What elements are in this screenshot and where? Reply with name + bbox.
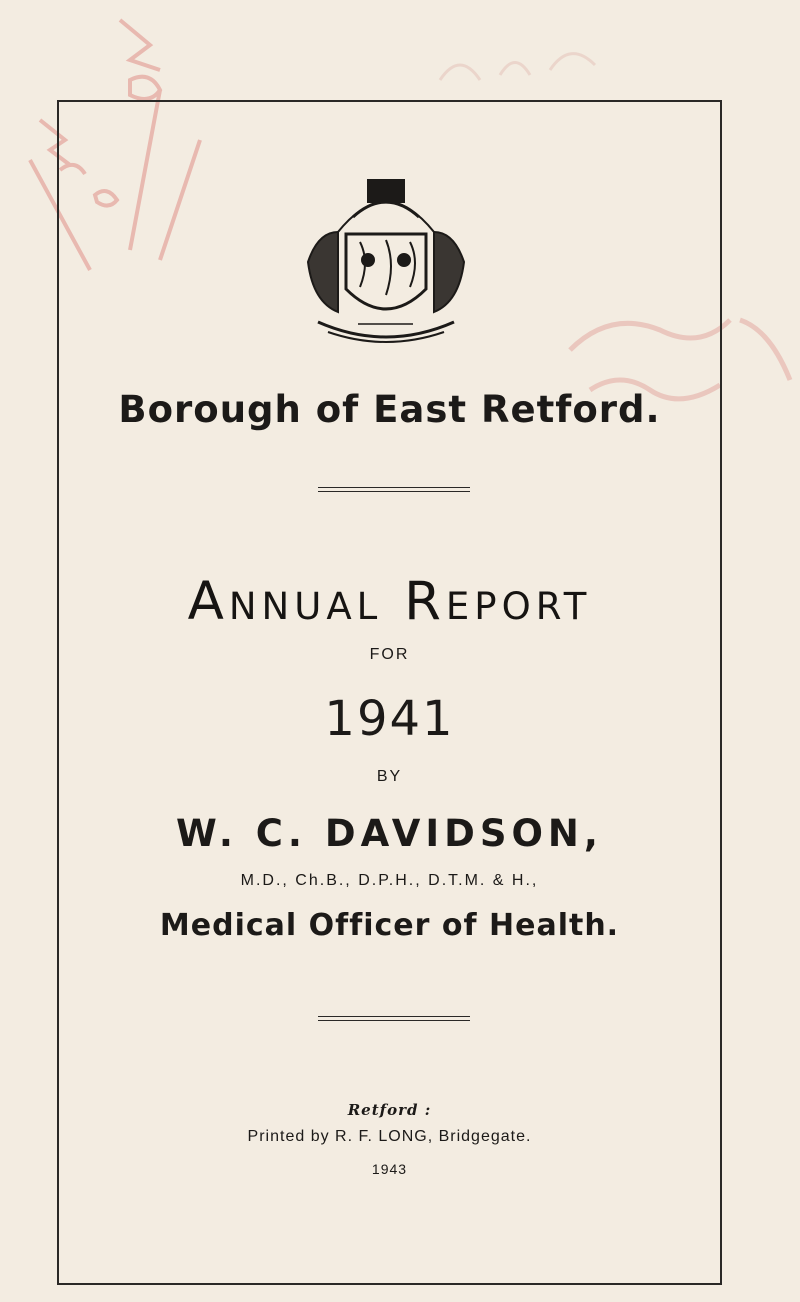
report-title: Annual Report <box>187 571 592 632</box>
for-label: FOR <box>369 646 410 663</box>
divider-bottom <box>318 1016 470 1021</box>
imprint-year: 1943 <box>371 1161 408 1177</box>
imprint-place: Retford : <box>347 1101 432 1119</box>
author-degrees: M.D., Ch.B., D.P.H., D.T.M. & H., <box>240 872 539 889</box>
stain-top-right <box>420 20 620 100</box>
by-label: BY <box>376 768 403 785</box>
author-name: W. C. DAVIDSON, <box>176 812 603 855</box>
imprint-printer: Printed by R. F. LONG, Bridgegate. <box>247 1128 532 1145</box>
borough-title: Borough of East Retford. <box>118 388 661 431</box>
report-year: 1941 <box>324 691 455 747</box>
borough-crest-emblem <box>298 172 474 350</box>
divider-top <box>318 487 470 492</box>
author-role: Medical Officer of Health. <box>159 908 620 943</box>
